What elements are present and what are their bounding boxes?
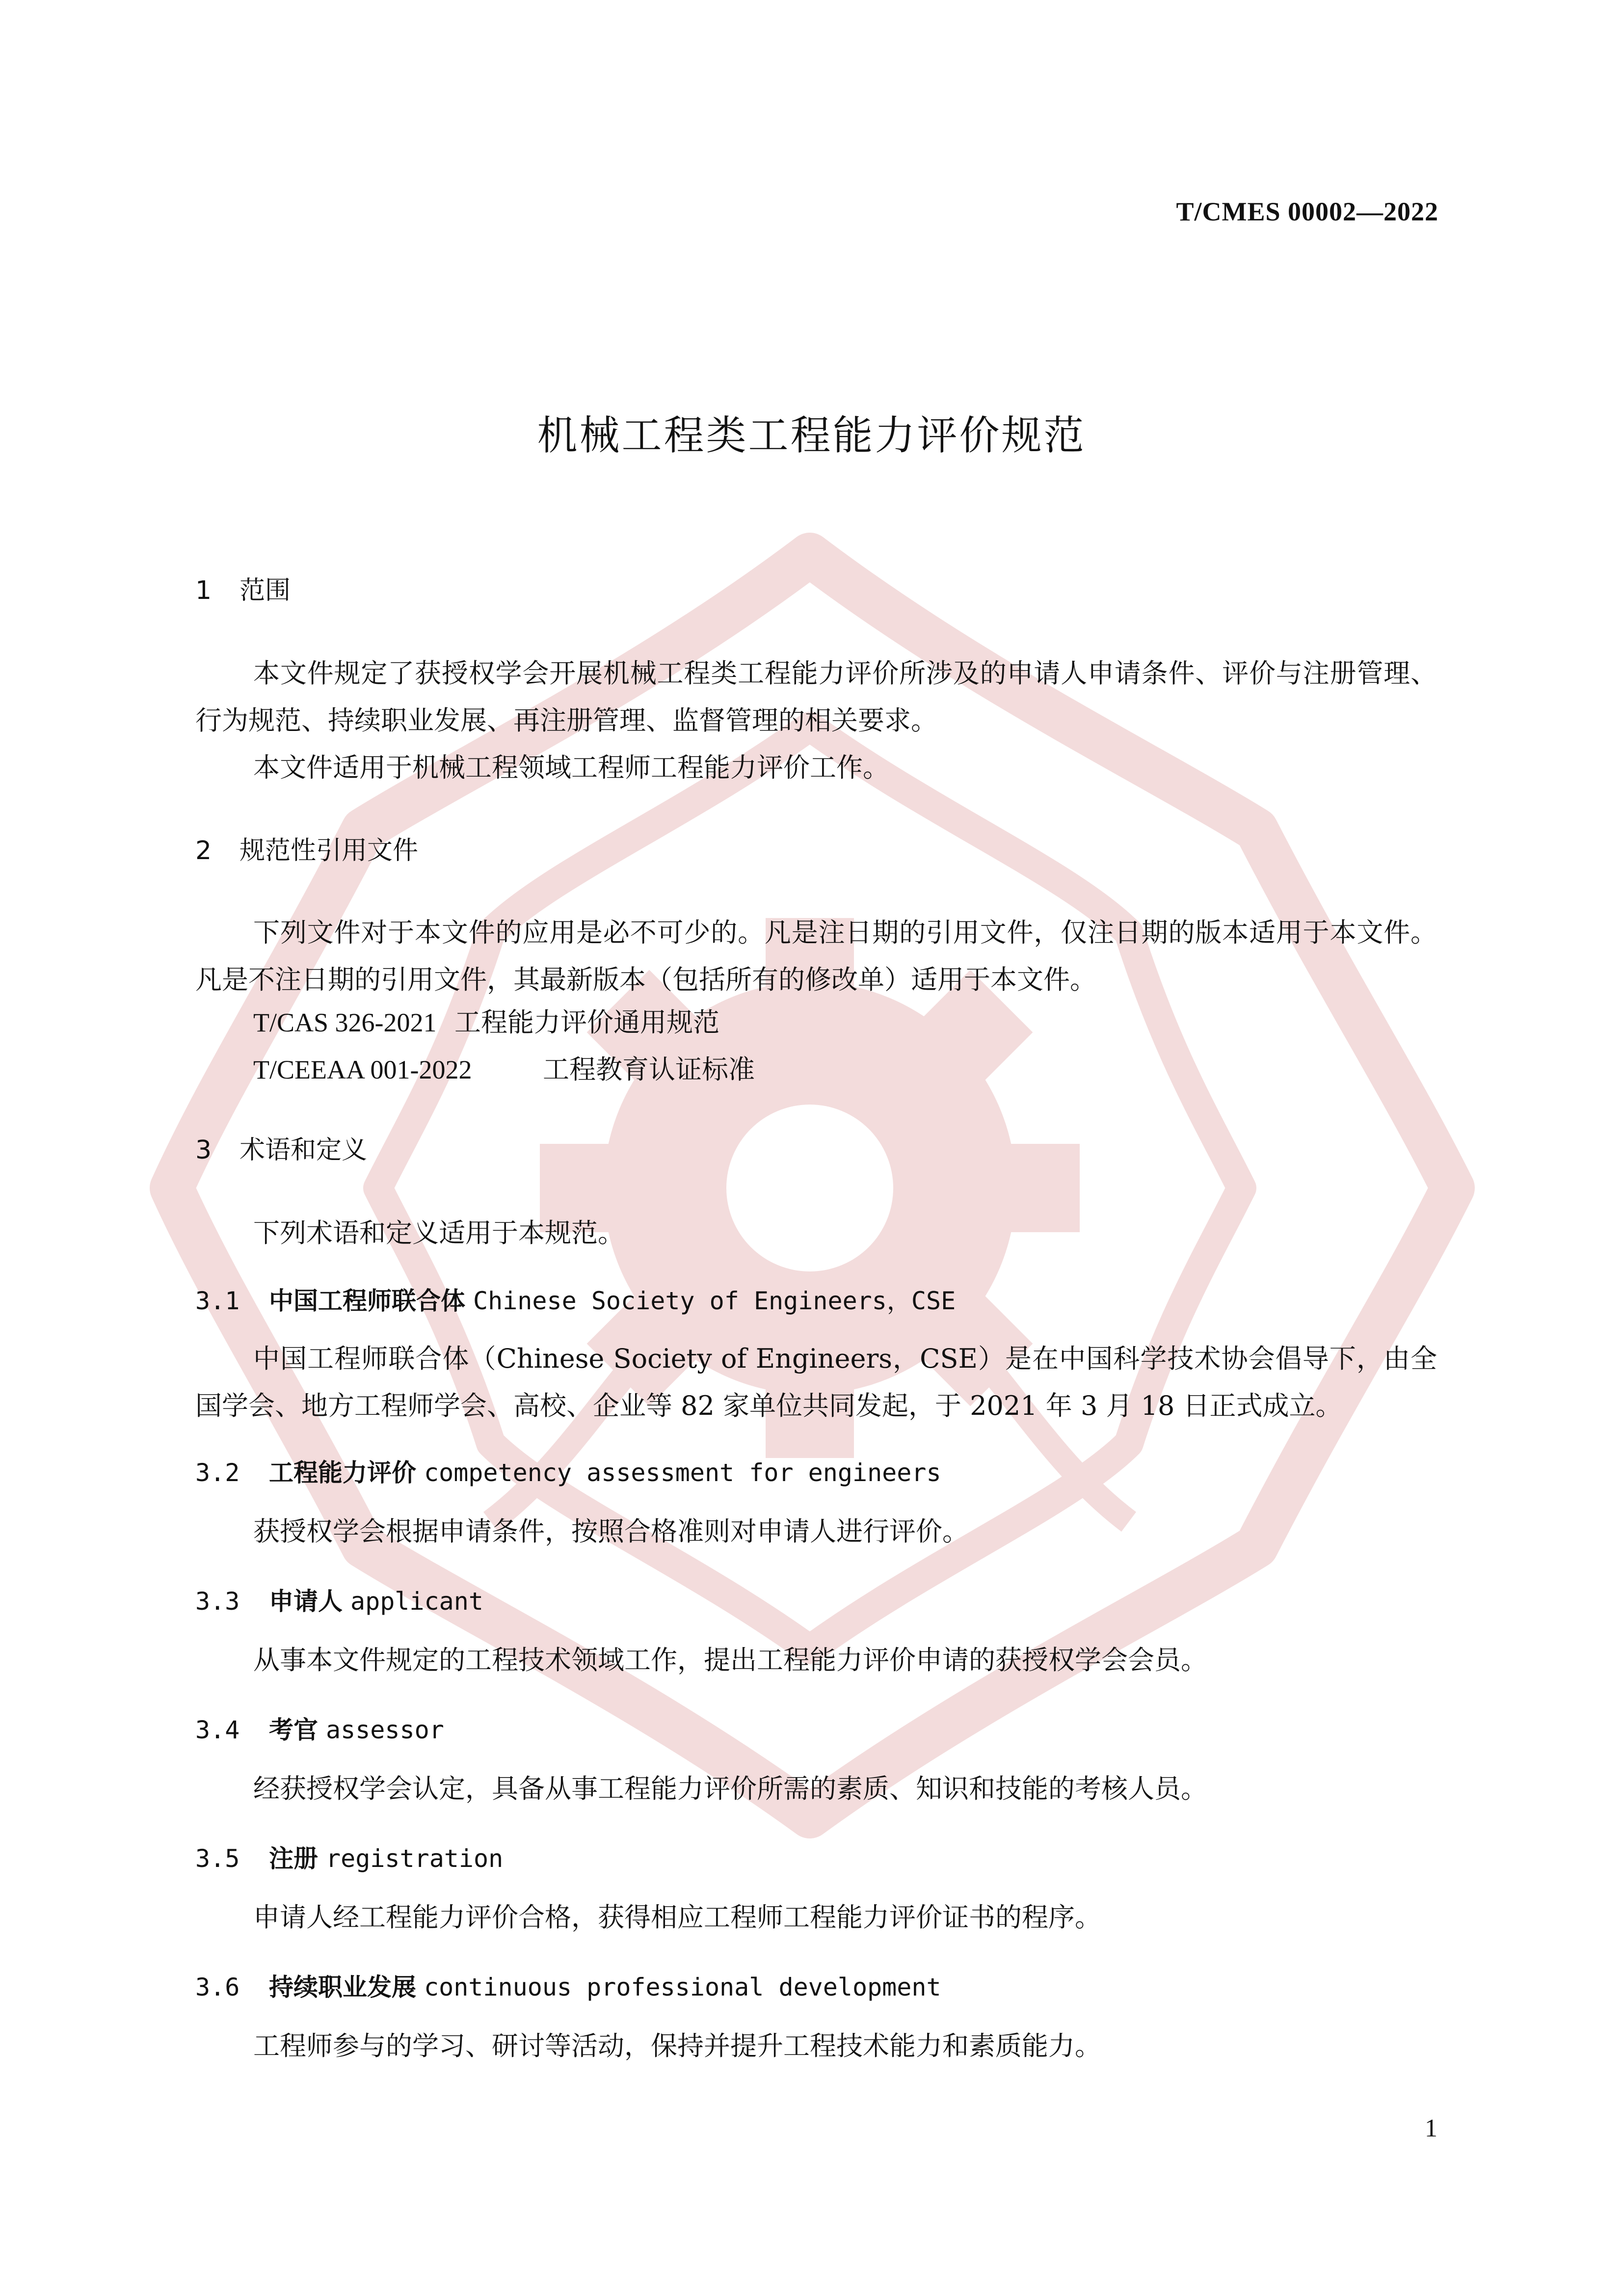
document-code: T/CMES 00002—2022: [1176, 197, 1438, 226]
reference-item: [253, 1049, 755, 1086]
term-english: applicant: [350, 1587, 483, 1616]
term-heading: [195, 1839, 503, 1874]
term-english: assessor: [326, 1716, 444, 1744]
paragraph: 下列术语和定义适用于本规范。: [253, 1217, 624, 1248]
page-number: 1: [1425, 2114, 1437, 2142]
term-number: 3.2: [195, 1459, 240, 1487]
reference-item: [253, 1001, 719, 1039]
term-heading: [195, 1281, 956, 1317]
section-number: 3: [195, 1135, 212, 1165]
term-definition: 申请人经工程能力评价合格，获得相应工程师工程能力评价证书的程序。: [253, 1902, 1101, 1933]
section-number: 2: [195, 836, 212, 865]
term-heading: [195, 1710, 444, 1746]
term-chinese: 注册: [269, 1844, 318, 1873]
term-chinese: 中国工程师联合体: [269, 1287, 465, 1315]
term-chinese: 工程能力评价: [269, 1459, 416, 1487]
term-chinese: 申请人: [269, 1587, 343, 1616]
section-title: 规范性引用文件: [239, 836, 419, 865]
section-title: 范围: [239, 576, 291, 605]
term-definition: 获授权学会根据申请条件，按照合格准则对申请人进行评价。: [253, 1516, 969, 1547]
term-number: 3.3: [195, 1587, 240, 1616]
reference-name: 工程教育认证标准: [543, 1054, 755, 1085]
term-heading: [195, 1453, 941, 1488]
reference-name: 工程能力评价通用规范: [454, 1007, 719, 1038]
term-number: 3.5: [195, 1844, 240, 1873]
term-english: continuous professional development: [424, 1973, 941, 2001]
section-number: 1: [195, 576, 212, 605]
term-chinese: 考官: [269, 1716, 318, 1744]
document-title: 机械工程类工程能力评价规范: [537, 412, 1086, 459]
term-heading: [195, 1582, 483, 1617]
paragraph: 本文件规定了获授权学会开展机械工程类工程能力评价所涉及的申请人申请条件、评价与注册管理、行为规范、持续职业发展、再注册管理、监督管理的相关要求。: [195, 658, 1437, 736]
section-heading-normative-references: [195, 830, 418, 866]
term-definition: 中国工程师联合体（Chinese Society of Engineers，CSE）是在中国科学技术协会倡导下，由全国学会、地方工程师学会、高校、企业等 82 家单位共同发起，于 2021 年 3 月 18 日正式成立。: [195, 1343, 1437, 1421]
term-definition: 工程师参与的学习、研讨等活动，保持并提升工程技术能力和素质能力。: [253, 2030, 1101, 2061]
section-heading-terms-definitions: [195, 1129, 367, 1166]
term-number: 3.6: [195, 1973, 240, 2001]
section-title: 术语和定义: [239, 1135, 368, 1165]
term-definition: 经获授权学会认定，具备从事工程能力评价所需的素质、知识和技能的考核人员。: [253, 1773, 1207, 1804]
term-definition: 从事本文件规定的工程技术领域工作，提出工程能力评价申请的获授权学会会员。: [253, 1645, 1207, 1675]
reference-code: T/CEEAA 001-2022: [253, 1055, 472, 1084]
term-english: competency assessment for engineers: [424, 1459, 941, 1487]
term-number: 3.4: [195, 1716, 240, 1744]
section-heading-scope: [195, 569, 291, 606]
paragraph: 下列文件对于本文件的应用是必不可少的。凡是注日期的引用文件，仅注日期的版本适用于本文件。凡是不注日期的引用文件，其最新版本（包括所有的修改单）适用于本文件。: [195, 917, 1437, 995]
term-number: 3.1: [195, 1287, 240, 1315]
paragraph: 本文件适用于机械工程领域工程师工程能力评价工作。: [253, 752, 889, 783]
term-english: Chinese Society of Engineers，CSE: [473, 1287, 956, 1315]
term-chinese: 持续职业发展: [269, 1973, 416, 2001]
term-heading: [195, 1968, 941, 2003]
reference-code: T/CAS 326-2021: [253, 1008, 437, 1037]
term-english: registration: [326, 1844, 504, 1873]
